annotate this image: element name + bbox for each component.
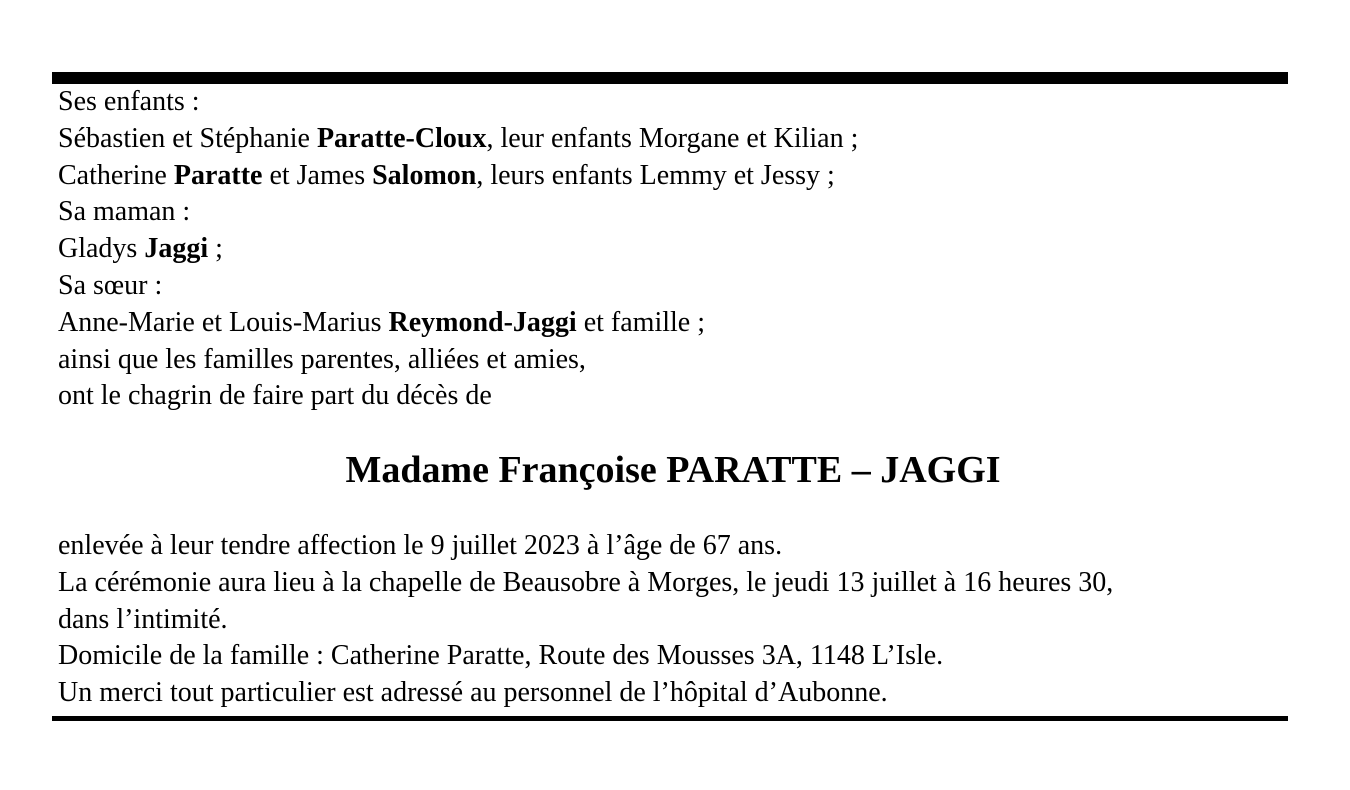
- text-segment: Sébastien et Stéphanie: [58, 122, 317, 154]
- text-segment: Gladys: [58, 233, 145, 265]
- family-name-emphasis: Paratte-Cloux: [316, 122, 487, 154]
- bottom-rule: [52, 716, 1288, 721]
- text-line: [58, 565, 1288, 602]
- text-segment: et famille ;: [576, 306, 705, 338]
- text-line: [58, 305, 1288, 342]
- family-name-emphasis: Paratte: [173, 159, 263, 191]
- text-segment: et James: [262, 159, 373, 191]
- text-segment: Ses enfants :: [58, 86, 200, 117]
- deceased-name-heading: Madame Françoise PARATTE – JAGGI: [345, 449, 1001, 491]
- text-line: [58, 84, 1288, 121]
- text-segment: enlevée à leur tendre affection le 9 juillet 2023 à l’âge de 67 ans.: [58, 530, 783, 561]
- text-segment: Anne-Marie et Louis-Marius: [58, 306, 389, 338]
- family-name-emphasis: Salomon: [372, 159, 477, 191]
- text-segment: , leur enfants Morgane et Kilian ;: [486, 122, 859, 154]
- text-line: [58, 231, 1288, 268]
- ceremony-details-paragraph: [58, 528, 1288, 712]
- text-line: [58, 268, 1288, 305]
- text-segment: Sa maman :: [58, 196, 191, 228]
- text-line: [58, 194, 1288, 231]
- family-name-emphasis: Reymond-Jaggi: [388, 306, 577, 338]
- text-segment: ainsi que les familles parentes, alliées et amies,: [58, 343, 586, 375]
- text-line: [58, 342, 1288, 379]
- text-line: [58, 121, 1288, 158]
- text-segment: dans l’intimité.: [58, 603, 228, 635]
- family-name-emphasis: Jaggi: [144, 233, 209, 265]
- text-line: [58, 602, 1288, 639]
- family-intro-paragraph: [58, 84, 1288, 415]
- text-segment: ont le chagrin de faire part du décès de: [58, 380, 492, 412]
- text-segment: , leurs enfants Lemmy et Jessy ;: [476, 159, 835, 191]
- text-segment: Domicile de la famille : Catherine Paratte, Route des Mousses 3A, 1148 L’Isle.: [58, 640, 944, 672]
- text-line: [58, 675, 1288, 712]
- text-segment: Catherine: [58, 159, 174, 191]
- top-rule: [52, 72, 1288, 84]
- text-line: [58, 638, 1288, 675]
- text-line: [58, 378, 1288, 415]
- text-segment: Un merci tout particulier est adressé au personnel de l’hôpital d’Aubonne.: [58, 677, 888, 709]
- text-segment: ;: [208, 233, 223, 265]
- text-segment: La cérémonie aura lieu à la chapelle de Beausobre à Morges, le jeudi 13 juillet à 16 heures 30,: [58, 566, 1114, 598]
- text-line: [58, 528, 1288, 565]
- text-segment: Sa sœur :: [58, 269, 163, 301]
- text-line: [58, 158, 1288, 195]
